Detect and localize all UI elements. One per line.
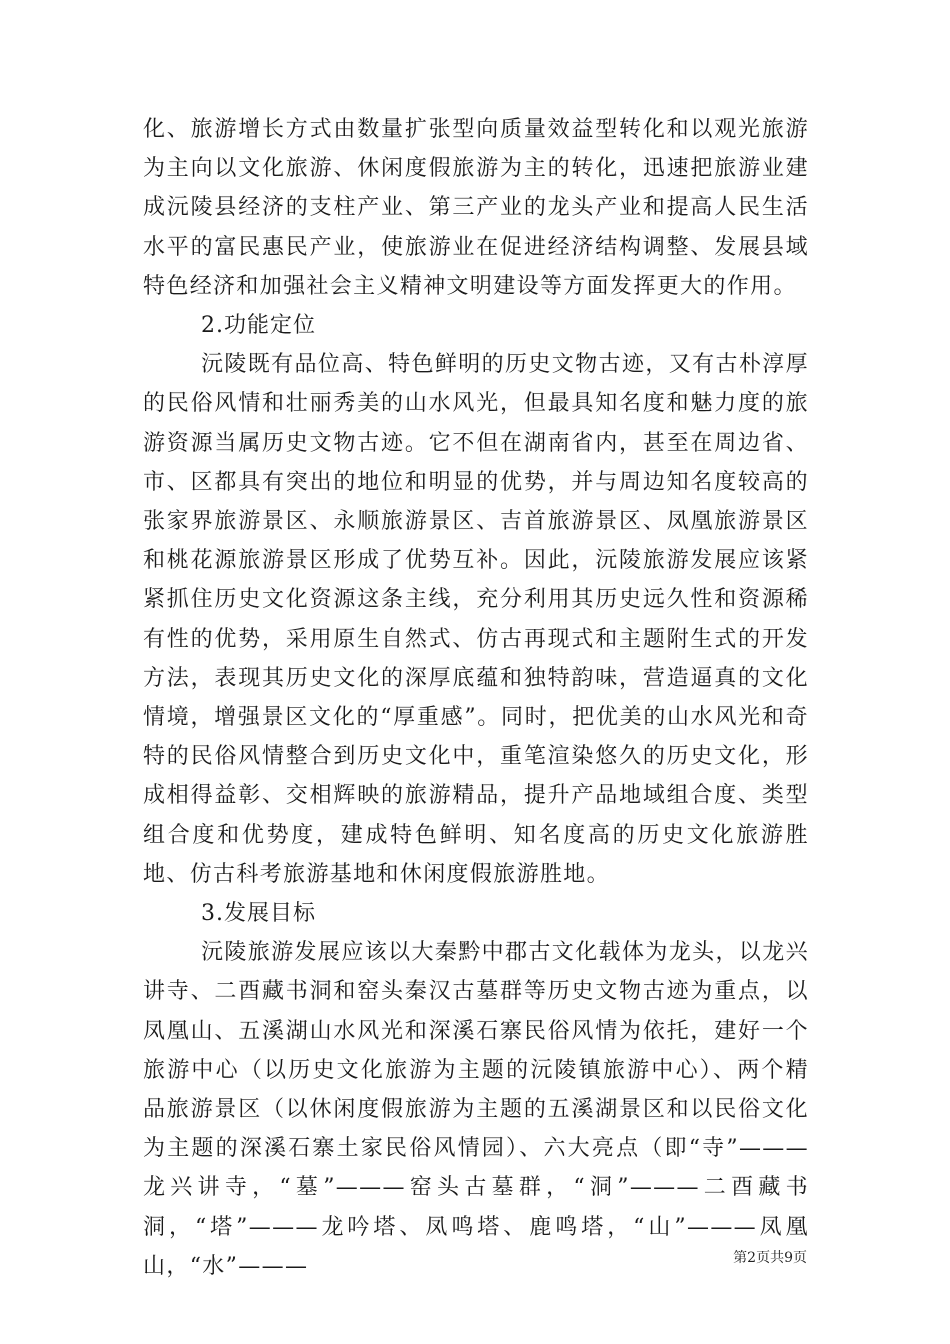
paragraph-development-goals: 沅陵旅游发展应该以大秦黔中郡古文化载体为龙头，以龙兴讲寺、二酉藏书洞和窑头秦汉古墓群等历史文物古迹为重点，以凤凰山、五溪湖山水风光和深溪石寨民俗风情为依托，建好一个旅游中心（以历史文化旅游为主题的沅陵镇旅游中心）、两个精品旅游景区（以休闲度假旅游为主题的五溪湖景区和以民俗文化为主题的深溪石寨土家民俗风情园）、六大亮点（即“寺”———龙兴讲寺，“墓”———窑头古墓群，“洞”———二酉藏书洞，“塔”———龙吟塔、凤鸣塔、鹿鸣塔，“山”———凤凰山，“水”———: [143, 940, 809, 1279]
section-heading-development-goals: 3.发展目标: [201, 901, 316, 927]
document-body: [143, 110, 809, 1286]
paragraph-tourism-goals: 化、旅游增长方式由数量扩张型向质量效益型转化和以观光旅游为主向以文化旅游、休闲度假旅游为主的转化，迅速把旅游业建成沅陵县经济的支柱产业、第三产业的龙头产业和提高人民生活水平的富民惠民产业，使旅游业在促进经济结构调整、发展县域特色经济和加强社会主义精神文明建设等方面发挥更大的作用。: [143, 117, 809, 299]
paragraph-function-positioning: 沅陵既有品位高、特色鲜明的历史文物古迹，又有古朴淳厚的民俗风情和壮丽秀美的山水风光，但最具知名度和魅力度的旅游资源当属历史文物古迹。它不但在湖南省内，甚至在周边省、市、区都具有突出的地位和明显的优势，并与周边知名度较高的张家界旅游景区、永顺旅游景区、吉首旅游景区、凤凰旅游景区和桃花源旅游景区形成了优势互补。因此，沅陵旅游发展应该紧紧抓住历史文化资源这条主线，充分利用其历史远久性和资源稀有性的优势，采用原生自然式、仿古再现式和主题附生式的开发方法，表现其历史文化的深厚底蕴和独特韵味，营造逼真的文化情境，增强景区文化的“厚重感”。同时，把优美的山水风光和奇特的民俗风情整合到历史文化中，重笔渲染悠久的历史文化，形成相得益彰、交相辉映的旅游精品，提升产品地域组合度、类型组合度和优势度，建成特色鲜明、知名度高的历史文化旅游胜地、仿古科考旅游基地和休闲度假旅游胜地。: [143, 352, 809, 887]
page-number-footer: 第2页共9页: [733, 1250, 807, 1266]
section-heading-function-positioning: 2.功能定位: [201, 313, 316, 339]
